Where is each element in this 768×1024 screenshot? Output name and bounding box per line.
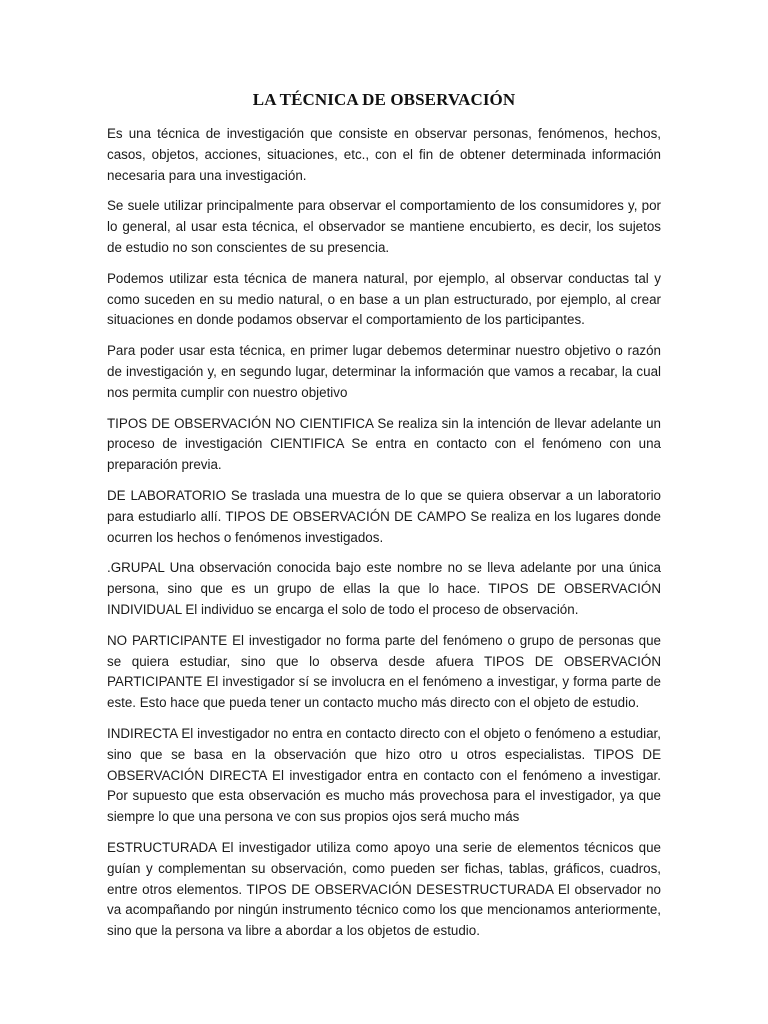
paragraph-usage: Se suele utilizar principalmente para observar el comportamiento de los consumidores y, por lo general, al usar esta técnica, el observador se mantiene encubierto, es decir, los sujetos de estudio no son conscientes de su presencia. xyxy=(107,198,661,255)
paragraph-methods: Podemos utilizar esta técnica de manera natural, por ejemplo, al observar conductas tal y como suceden en su medio natural, o en base a un plan estructurado, por ejemplo, al crear situaciones en donde podamos observar el comportamiento de los participantes. xyxy=(107,270,661,328)
paragraph-structured: ESTRUCTURADA El investigador utiliza como apoyo una serie de elementos técnicos que guían y complementan su observación, como pueden ser fichas, tablas, gráficos, cuadros, entre otros elementos. TIPOS DE OBSERVACIÓN DESESTRUCTURADA El observador no va acompañando por ningún instrumento técnico como los que mencionamos anteriormente, sino que la persona va libre a abordar a los objetos de estudio. xyxy=(107,839,661,939)
paragraph-participant: NO PARTICIPANTE El investigador no forma parte del fenómeno o grupo de personas que se quiera estudiar, sino que lo observa desde afuera TIPOS DE OBSERVACIÓN PARTICIPANTE El investigador sí se involucra en el fenómeno a investigar, y forma parte de este. Esto hace que pueda tener un contacto mucho más directo con el objeto de estudio. xyxy=(107,632,661,711)
paragraph-definition: Es una técnica de investigación que consiste en observar personas, fenómenos, hechos, casos, objetos, acciones, situaciones, etc., con el fin de obtener determinada información necesaria para una investigación. xyxy=(107,126,661,183)
paragraph-objectives: Para poder usar esta técnica, en primer lugar debemos determinar nuestro objetivo o razón de investigación y, en segundo lugar, determinar la información que vamos a recabar, la cual nos permita cumplir con nuestro objetivo xyxy=(107,343,661,400)
document-title: LA TÉCNICA DE OBSERVACIÓN xyxy=(252,90,516,109)
paragraph-direct-indirect: INDIRECTA El investigador no entra en contacto directo con el objeto o fenómeno a estudiar, sino que se basa en la observación que hizo otro u otros especialistas. TIPOS DE OBSERVACIÓN DIRECTA El investigador entra en contacto con el fenómeno a investigar. Por supuesto que esta observación es mucho más provechosa para el investigador, ya que siempre lo que una persona ve con sus propios ojos será mucho más xyxy=(107,725,661,825)
paragraph-group-individual: .GRUPAL Una observación conocida bajo este nombre no se lleva adelante por una única persona, sino que es un grupo de ellas la que lo hace. TIPOS DE OBSERVACIÓN INDIVIDUAL El individuo se encarga el solo de todo el proceso de observación. xyxy=(107,560,661,617)
paragraph-scientific: TIPOS DE OBSERVACIÓN NO CIENTIFICA Se realiza sin la intención de llevar adelante un proceso de investigación CIENTIFICA Se entra en contacto con el fenómeno con una preparación previa. xyxy=(107,415,661,473)
paragraph-laboratory-field: DE LABORATORIO Se traslada una muestra de lo que se quiera observar a un laboratorio para estudiarlo allí. TIPOS DE OBSERVACIÓN DE CAMPO Se realiza en los lugares donde ocurren los hechos o fenómenos investigados. xyxy=(107,487,661,545)
document-body xyxy=(107,124,661,952)
